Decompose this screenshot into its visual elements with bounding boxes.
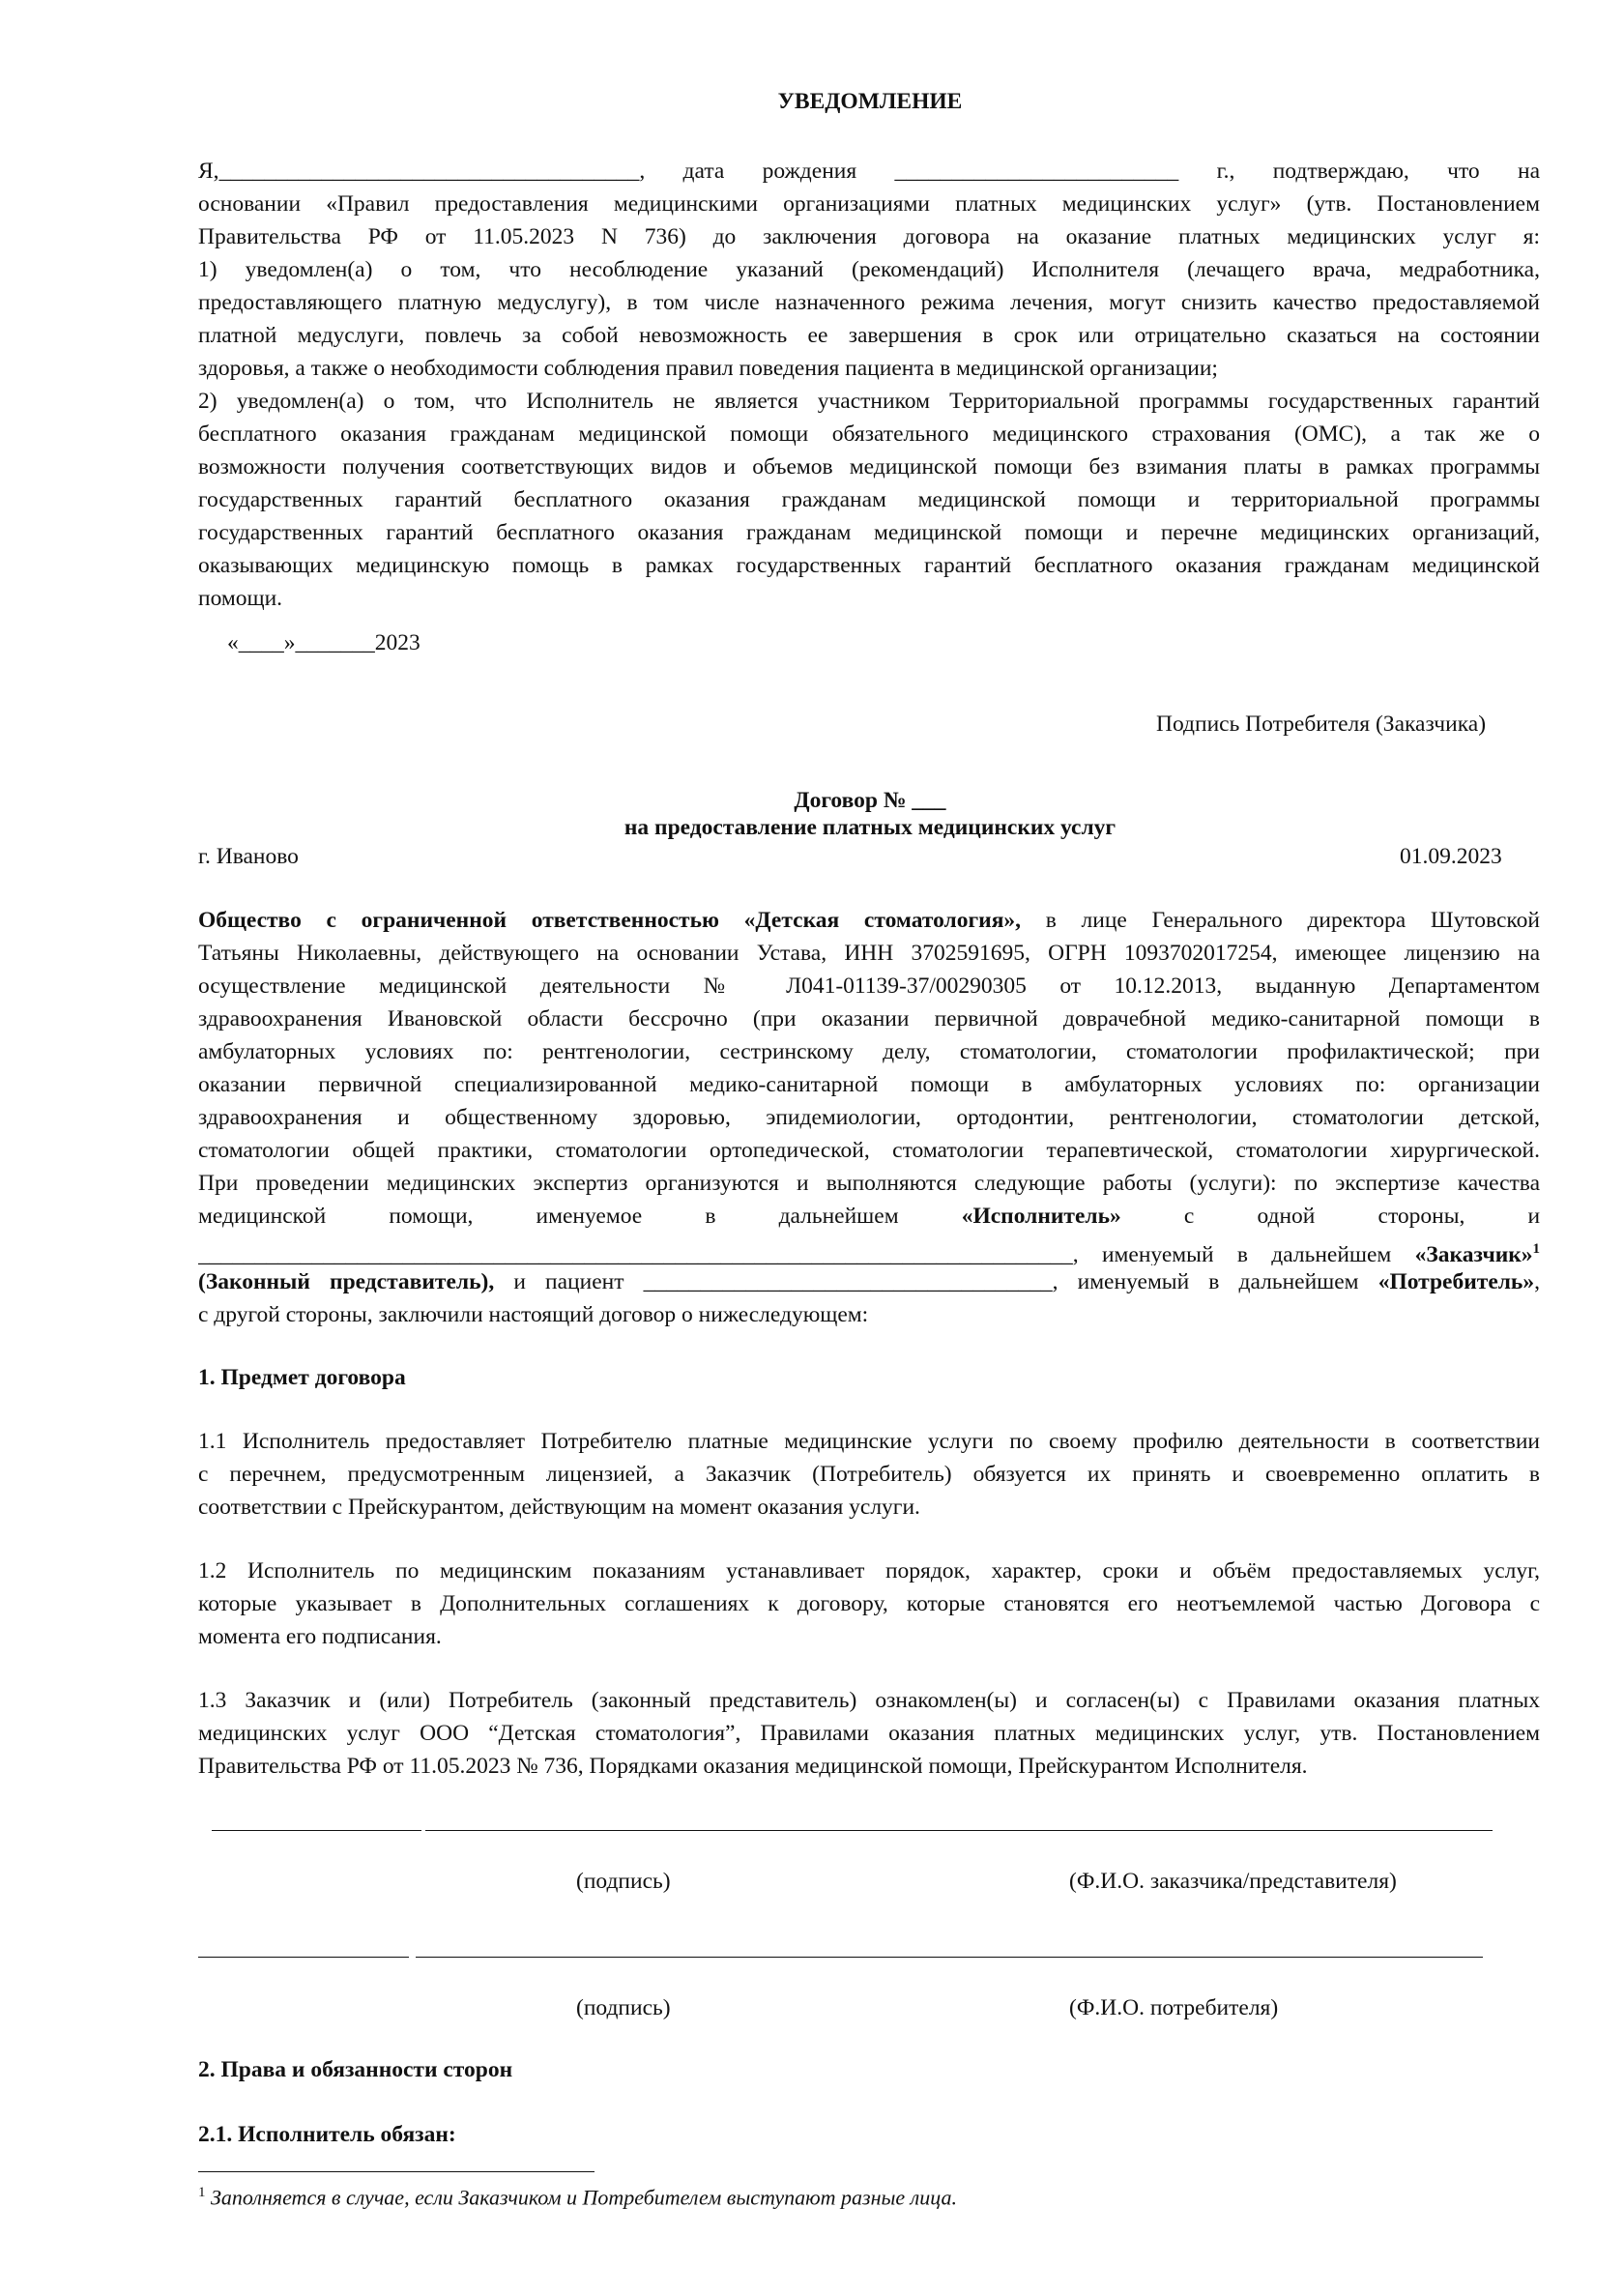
notice-line: предоставляющего платную медуслугу), в том числе назначенного режима лечения, могут снизить качество предоставляемой <box>198 290 1540 315</box>
contract-title: Договор № ___ <box>794 788 946 813</box>
p12-line: которые указывает в Дополнительных соглашениях к договору, которые становятся его неотъемлемой частью Договора с <box>198 1591 1540 1616</box>
notice-line: помощи. <box>198 586 283 611</box>
executor-line <box>198 1200 1540 1233</box>
notice-line: 1) уведомлен(а) о том, что несоблюдение указаний (рекомендаций) Исполнителя (лечащего врача, медработника, <box>198 257 1540 282</box>
customer-term-text: «Заказчик» <box>1414 1241 1533 1265</box>
patient-line <box>198 1265 1540 1298</box>
comma: , <box>1072 1241 1079 1265</box>
intro-line: Татьяны Николаевны, действующего на основании Устава, ИНН 3702591695, ОГРН 1093702017254, имеющее лицензию на <box>198 941 1540 966</box>
name-line-customer <box>425 1830 1493 1831</box>
name-line-consumer <box>416 1957 1483 1958</box>
signature-line-customer <box>212 1830 421 1831</box>
word: дальнейшем <box>778 1204 899 1229</box>
customer-blank: _____________________________________________________________________________ <box>198 1241 1073 1265</box>
word: и пациент <box>494 1269 644 1294</box>
company-name: Общество с ограниченной ответственностью «Детская стоматология», <box>198 908 1022 933</box>
notice-line: возможности получения соответствующих видов и объемов медицинской помощи без взимания платы в рамках программы <box>198 454 1540 479</box>
section2-title: 2. Права и обязанности сторон <box>198 2057 513 2082</box>
contract-date: 01.09.2023 <box>1400 844 1502 869</box>
p11-line: 1.1 Исполнитель предоставляет Потребителю платные медицинские услуги по своему профилю деятельности в соответствии <box>198 1429 1540 1454</box>
intro-line: оказании первичной специализированной медико-санитарной помощи в амбулаторных условиях по: организации <box>198 1072 1540 1097</box>
birthdate-label: , дата рождения <box>639 159 857 184</box>
notice-line: государственных гарантий бесплатного оказания гражданам медицинской помощи и территориальной программы <box>198 487 1540 512</box>
p13-line: медицинских услуг ООО “Детская стоматология”, Правилами оказания платных медицинских услуг, утв. Постановлением <box>198 1721 1540 1746</box>
intro-line-end: с другой стороны, заключили настоящий договор о нижеследующем: <box>198 1302 869 1327</box>
intro-line-first <box>198 904 1540 937</box>
footnote-text: Заполняется в случае, если Заказчиком и Потребителем выступают разные лица. <box>211 2185 958 2210</box>
section21-title: 2.1. Исполнитель обязан: <box>198 2122 456 2147</box>
name-caption-consumer: (Ф.И.О. потребителя) <box>1069 1995 1279 2020</box>
signature-caption: (подпись) <box>576 1869 671 1894</box>
word: , именуемый в дальнейшем <box>1052 1269 1378 1294</box>
p11-line: с перечнем, предусмотренным лицензией, а Заказчик (Потребитель) обязуется их принять и своевременно оплатить в <box>198 1462 1540 1487</box>
word: медицинской <box>198 1204 327 1229</box>
signature-line-consumer <box>198 1957 409 1958</box>
footnote-separator <box>198 2171 594 2172</box>
paragraph-1-2 <box>198 1554 1540 1653</box>
notice-line: Правительства РФ от 11.05.2023 N 736) до заключения договора на оказание платных медицинских услуг я: <box>198 224 1540 249</box>
intro-line: амбулаторных условиях по: рентгенологии, сестринскому делу, стоматологии, стоматологии профилактической; при <box>198 1039 1540 1064</box>
p12-line: момента его подписания. <box>198 1624 442 1649</box>
word: помощи, <box>389 1204 474 1229</box>
notice-line: основании «Правил предоставления медицинскими организациями платных медицинских услуг» (утв. Постановлением <box>198 191 1540 217</box>
legal-rep-term: (Законный представитель), <box>198 1269 495 1294</box>
intro-text: в лице Генерального директора Шутовской <box>1021 908 1540 933</box>
notice-title: УВЕДОМЛЕНИЕ <box>777 89 963 114</box>
patient-blank: ____________________________________ <box>643 1269 1053 1294</box>
executor-term: «Исполнитель» <box>961 1204 1121 1229</box>
paragraph-1-3 <box>198 1684 1540 1783</box>
intro-line: здравоохранения и общественному здоровью, эпидемиологии, ортодонтии, рентгенологии, стоматологии детской, <box>198 1105 1540 1130</box>
word: с <box>1183 1204 1195 1229</box>
customer-line <box>198 1233 1540 1265</box>
birthdate-blank: _________________________ <box>894 159 1179 184</box>
p11-line: соответствии с Прейскурантом, действующим на момент оказания услуги. <box>198 1495 920 1520</box>
consumer-term: «Потребитель» <box>1378 1269 1535 1294</box>
p13-line: Правительства РФ от 11.05.2023 № 736, Порядками оказания медицинской помощи, Прейскурантом Исполнителя. <box>198 1754 1308 1779</box>
word: в <box>1236 1241 1248 1265</box>
footnote <box>198 2185 957 2210</box>
word: одной <box>1257 1204 1316 1229</box>
section1-title: 1. Предмет договора <box>198 1365 406 1390</box>
notice-line: бесплатного оказания гражданам медицинской помощи обязательного медицинского страхования (ОМС), а так же о <box>198 421 1540 447</box>
notice-date-line: «____»_______2023 <box>227 630 420 655</box>
notice-line-first <box>198 155 1540 188</box>
intro-line: осуществление медицинской деятельности № Л041-01139-37/00290305 от 10.12.2013, выданную Департаментом <box>198 973 1540 999</box>
notice-line: оказывающих медицинскую помощь в рамках государственных гарантий бесплатного оказания гражданам медицинской <box>198 553 1540 578</box>
contract-subtitle: на предоставление платных медицинских услуг <box>624 815 1116 840</box>
word: и <box>1527 1204 1540 1229</box>
contract-intro <box>198 904 1540 1331</box>
name-blank: _____________________________________ <box>218 159 640 184</box>
p13-line: 1.3 Заказчик и (или) Потребитель (законный представитель) ознакомлен(ы) и согласен(ы) с Правилами оказания платных <box>198 1688 1540 1713</box>
notice-line: государственных гарантий бесплатного оказания гражданам медицинской помощи и перечне медицинских организаций, <box>198 520 1540 545</box>
footnote-mark: 1 <box>198 2185 206 2200</box>
word: дальнейшем <box>1271 1241 1392 1265</box>
notice-line: здоровья, а также о необходимости соблюдения правил поведения пациента в медицинской организации; <box>198 356 1218 381</box>
intro-line: здравоохранения Ивановской области бессрочно (при оказании первичной доврачебной медико-санитарной помощи в <box>198 1006 1540 1031</box>
contract-city: г. Иваново <box>198 844 299 869</box>
confirm-text: г., подтверждаю, что на <box>1216 159 1540 184</box>
intro-line: стоматологии общей практики, стоматологии ортопедической, стоматологии терапевтической, стоматологии хирургической. <box>198 1138 1540 1163</box>
notice-body <box>198 155 1540 615</box>
notice-i-label: Я, <box>198 159 219 184</box>
footnote-ref: 1 <box>1532 1241 1540 1257</box>
word: стороны, <box>1378 1204 1465 1229</box>
word: в <box>705 1204 716 1229</box>
customer-term <box>1415 1242 1540 1265</box>
word: именуемое <box>536 1204 643 1229</box>
signature-caption: (подпись) <box>576 1995 671 2020</box>
notice-signature-label: Подпись Потребителя (Заказчика) <box>1156 712 1487 737</box>
notice-line: 2) уведомлен(а) о том, что Исполнитель не является участником Территориальной программы государственных гарантий <box>198 389 1540 414</box>
intro-line: При проведении медицинских экспертиз организуются и выполняются следующие работы (услуги): по экспертизе качества <box>198 1171 1540 1196</box>
p12-line: 1.2 Исполнитель по медицинским показаниям устанавливает порядок, характер, сроки и объём предоставляемых услуг, <box>198 1558 1540 1583</box>
comma: , <box>1534 1269 1540 1294</box>
word: именуемый <box>1101 1241 1214 1265</box>
name-caption-customer: (Ф.И.О. заказчика/представителя) <box>1069 1869 1397 1894</box>
paragraph-1-1 <box>198 1425 1540 1524</box>
notice-line: платной медуслуги, повлечь за собой невозможность ее завершения в срок или отрицательно сказаться на состоянии <box>198 323 1540 348</box>
